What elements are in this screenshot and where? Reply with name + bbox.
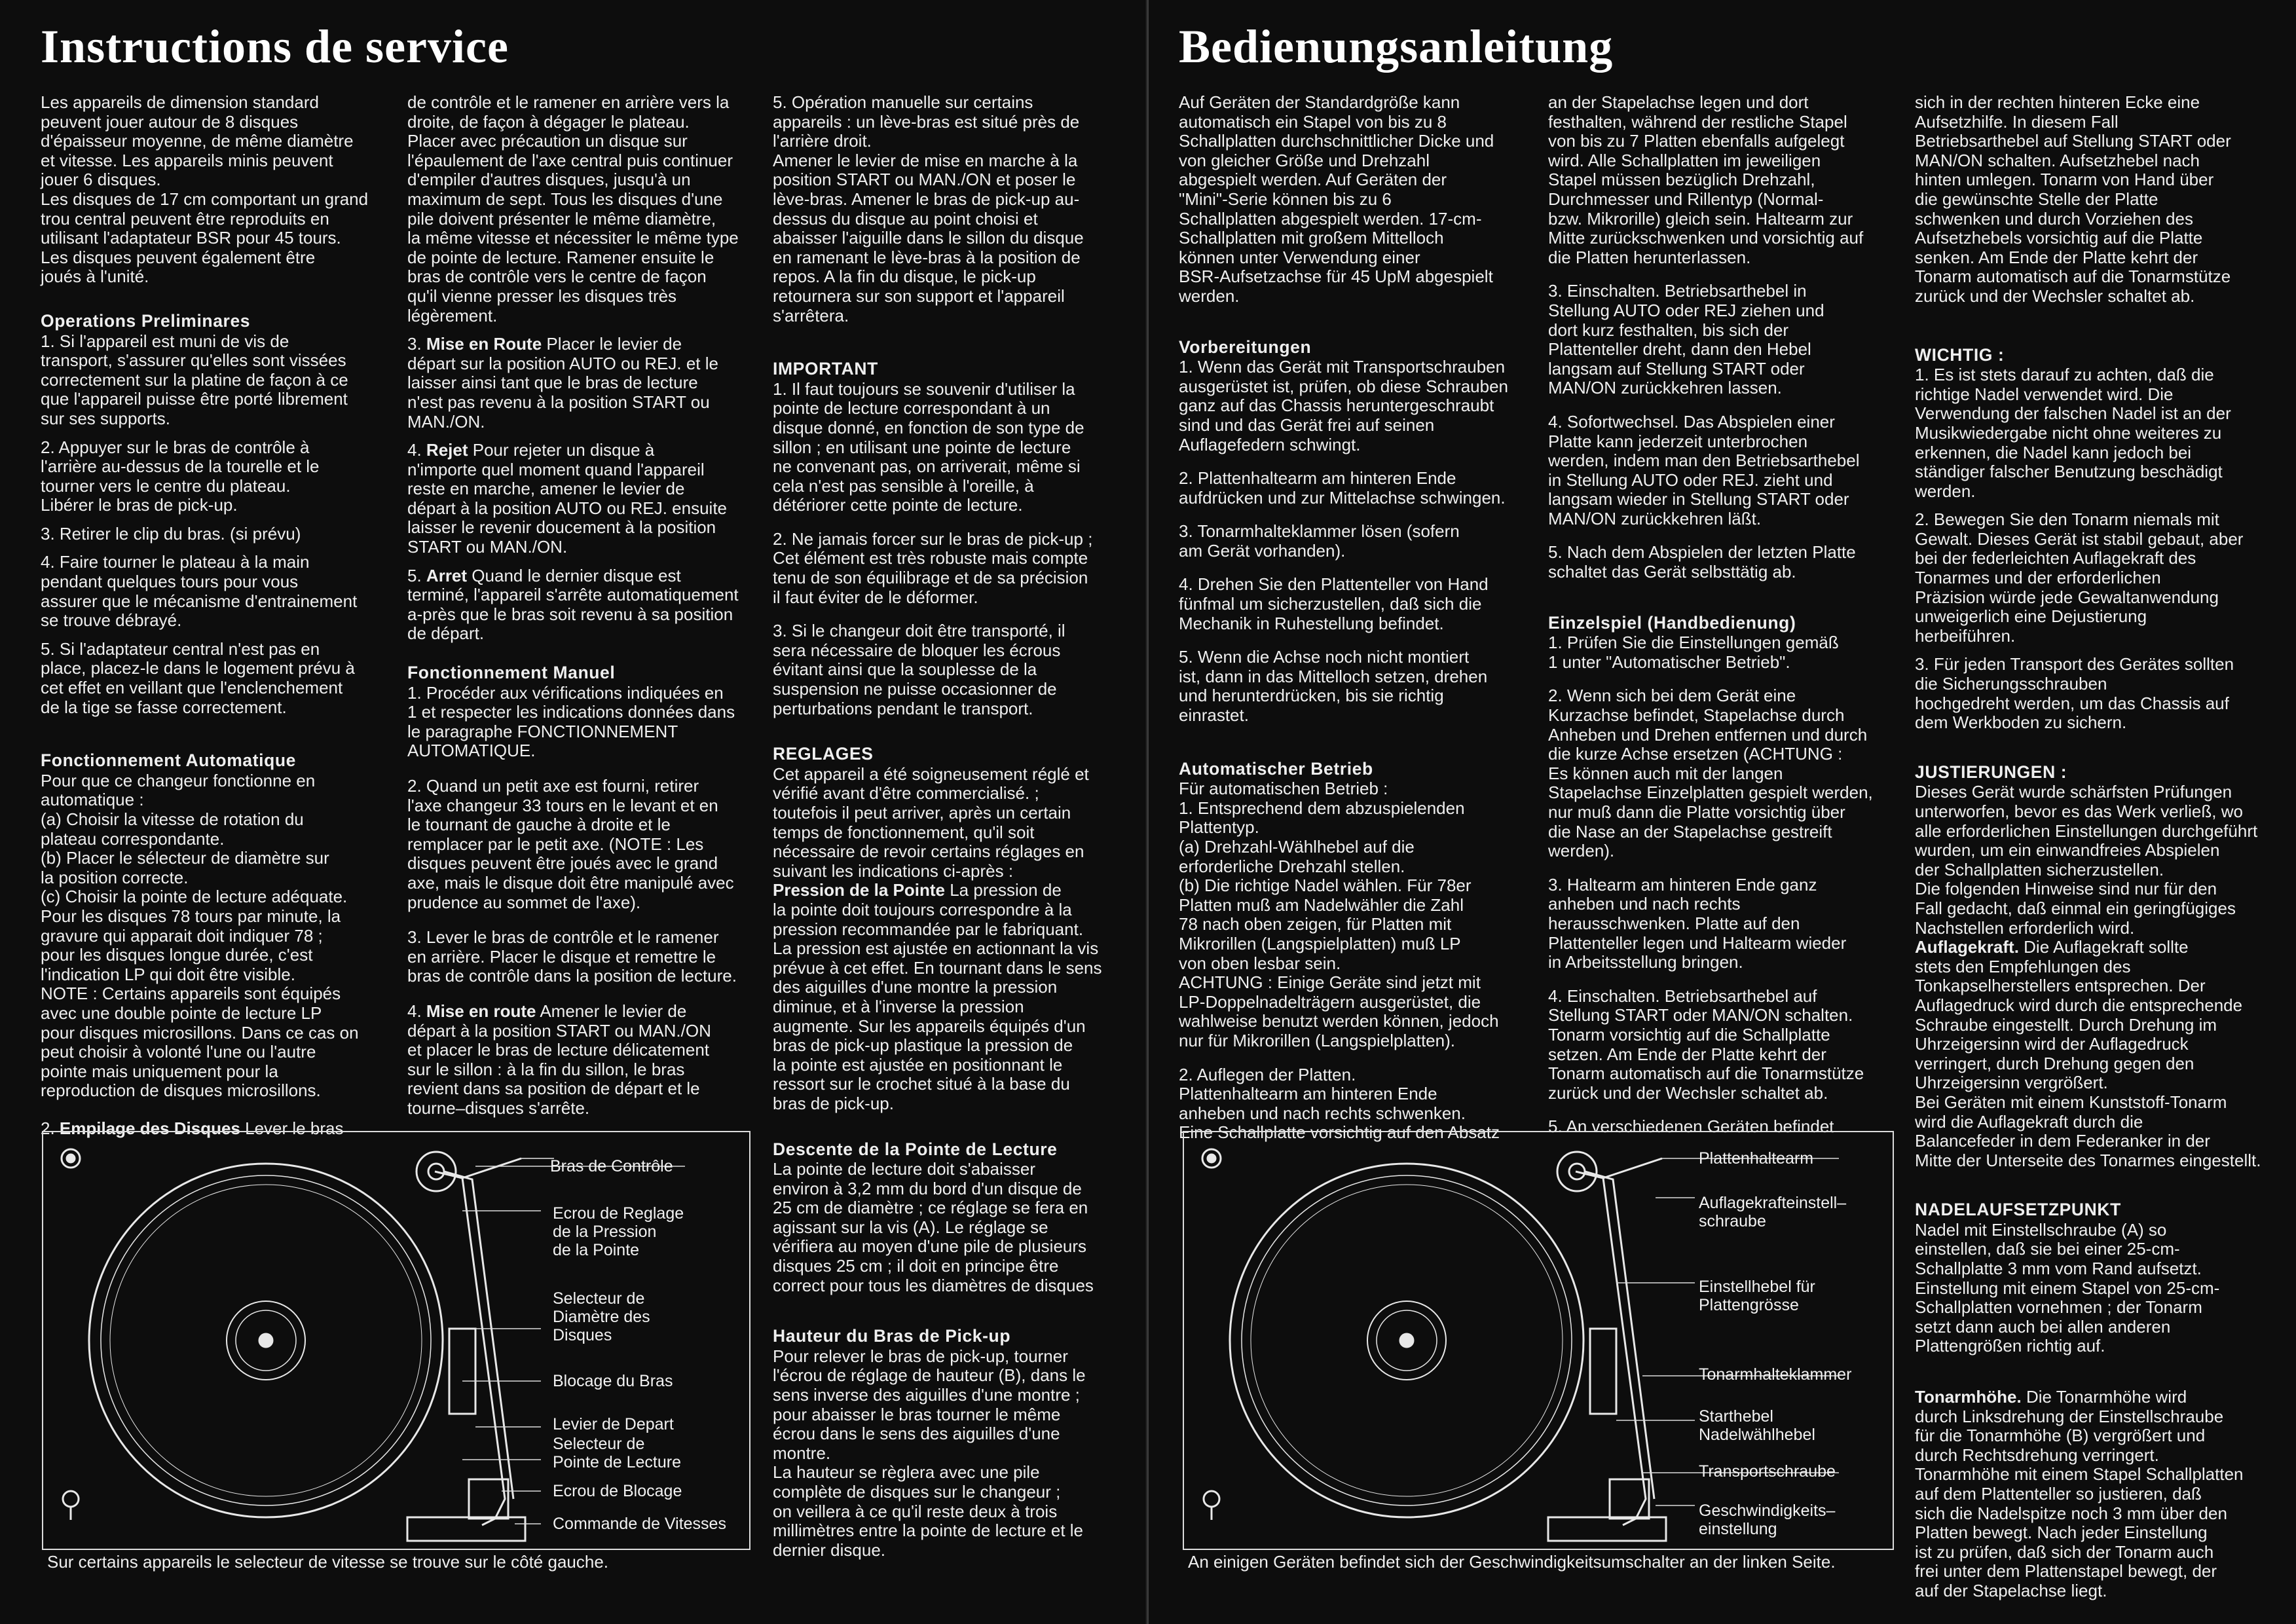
fr-manual-4 [407, 1002, 764, 1118]
de-just-text: Dieses Gerät wurde schärfsten Prüfungen unterworfen, bevor es das Werk verließ, wo alle erforderlichen Einstellungen durchgeführt wurden, um ein einwandfreies Abspielen der Schallplatten sicherzustellen. Die folgenden Hinweise sind nur für den Fall gedacht, daß einmal ein geringfügiges Nachstellen erforderlich wird. [1915, 782, 2258, 938]
de-auto-3: 3. Einschalten. Betriebsarthebel in Stellung AUTO oder REJ ziehen und dort kurz festhalten, bis sich der Plattenteller dreht, dann den Hebel langsam auf Stellung START oder MAN/ON zurückkehren lassen. [1548, 281, 1824, 398]
fr-auto-intro: Pour que ce changeur fonctionne en automatique : (a) Choisir la vitesse de rotation du plateau correspondante. (b) Placer le sélecteur de diamètre sur la position correcte. (c) Choisir la pointe de lecture adéquate. Pour les disques 78 tours par minute, la gravure qui apparait doit indiquer 78 ; pour les disques longue durée, c'est l'indication LP qui doit être visible. NOTE : Certains appareils sont équipés avec une double pointe de lecture LP pour disques microsillons. Dans ce cas on peut choisir à volonté l'une ou l'autre pointe mais uniquement pour la reproduction de disques microsillons. [41, 770, 359, 1101]
de-c3-p1: sich in der rechten hinteren Ecke eine Aufsetzhilfe. In diesem Fall Betriebsarthebel auf Stellung START oder MAN/ON schalten. Aufsetzhebel nach hinten umlegen. Tonarm von Hand über die gewünschte Stelle der Platte schwenken und durch Vorziehen des Aufsetzhebels vorsichtig auf die Platte senken. Am Ende der Platte kehrt der Tonarm automatisch auf die Tonarmstütze zurück und der Wechsler schaltet ab. [1915, 92, 2231, 306]
fr-label-selecteur-pointe: Selecteur de Pointe de Lecture [553, 1435, 681, 1471]
de-label-transportschraube: Transportschraube [1699, 1462, 1836, 1481]
fr-reglages-intro: Cet appareil a été soigneusement réglé et vérifié avant d'être commercialisé. ; toutefois il peut arriver, après un certain temps de fonctionnement, qu'il soit nécessaire de revoir certains réglages en suivant les indications ci-après : [773, 764, 1089, 881]
de-label-plattenhaltearm: Plattenhaltearm [1699, 1149, 1814, 1168]
fr-important-2: 2. Ne jamais forcer sur le bras de pick-up ; Cet élément est très robuste mais compte tenu de son équilibrage et de sa précision il faut éviter de le déformer. [773, 528, 1093, 607]
de-einzel-1: 1. Prüfen Sie die Einstellungen gemäß 1 unter "Automatischer Betrieb". [1548, 633, 1839, 672]
de-vorb-2: 2. Plattenhaltearm am hinteren Ende aufdrücken und zur Mittelachse schwingen. [1179, 468, 1506, 507]
de-auflage-bold: Auflagekraft. [1915, 937, 2019, 957]
fr-i3-text: Placer le levier de départ sur la position AUTO ou REJ. et le laisser ainsi tant que le bras de lecture n'est pas revenu à la position START ou MAN./ON. [407, 334, 718, 432]
de-vorb-5: 5. Wenn die Achse noch nicht montiert ist, dann in das Mittelloch setzen, drehen und herunterdrücken, bis sie richtig einrastet. [1179, 647, 1488, 726]
fr-m4-bold: Mise en route [426, 1001, 536, 1021]
de-wichtig-3: 3. Für jeden Transport des Gerätes sollten die Sicherungsschrauben hochgedreht werden, um das Chassis auf dem Werkboden zu sichern. [1915, 654, 2234, 733]
fr-i4-num: 4. [407, 440, 422, 460]
de-einzel-2: 2. Wenn sich bei dem Gerät eine Kurzachse befindet, Stapelachse durch Anheben und Drehen entfernen und durch die kurze Achse ersetzen (ACHTUNG : Es können auch mit der langen Stapelachse Einzelplatten gespielt werden, nur muß dann die Platte vorsichtig über die Nase an der Stapelachse gestreift werden). [1548, 686, 1873, 861]
de-vorb-4: 4. Drehen Sie den Plattenteller von Hand fünfmal um sicherzustellen, daß sich die Mechanik in Ruhestellung befindet. [1179, 574, 1489, 633]
fr-i3-num: 3. [407, 334, 422, 354]
fr-prelim-5: 5. Si l'adaptateur central n'est pas en place, placez-le dans le logement prévu à cet effet en veillant que l'enclenchement de la tige se fasse correctement. [41, 638, 355, 717]
fr-hauteur-heading: Hauteur du Bras de Pick-up [773, 1326, 1011, 1346]
fr-auto-2-bold: Empilage des Disques [59, 1118, 240, 1138]
fr-diagram-caption: Sur certains appareils le selecteur de vitesse se trouve sur le côté gauche. [47, 1552, 609, 1572]
de-label-starthebel: Starthebel Nadelwählhebel [1699, 1407, 1815, 1444]
fr-important-heading: IMPORTANT [773, 359, 878, 379]
de-auto-intro: Für automatischen Betrieb : 1. Entsprechend dem abzuspielenden Plattentyp. (a) Drehzahl-Wählhebel auf die erforderliche Drehzahl stellen. (b) Die richtige Nadel wählen. Für 78er Platten muß am Nadelwähler die Zahl 78 nach oben zeigen, für Platten mit Mikrorillen (Langspielplatten) muß LP von oben lesbar sein. ACHTUNG : Einige Geräte sind jetzt mit LP-Doppelnadelträgern ausgerüstet, die wahlweise benutzt werden können, jedoch nur für Mikrorillen (Langspielplatten). [1179, 779, 1499, 1050]
de-tonarmhoehe [1915, 1388, 2285, 1601]
fr-manual-1: 1. Procéder aux vérifications indiquées en 1 et respecter les indications données dans le paragraphe FONCTIONNEMENT AUTOMATIQUE. [407, 682, 735, 761]
fr-manual-heading: Fonctionnement Manuel [407, 663, 616, 683]
fr-pression-text: La pression de la pointe doit toujours correspondre à la pression recommandée par le fabriquant. La pression est ajustée en actionnant la vis prévue à cet effet. En tournant dans le sens des aiguilles d'une montre la pression diminue, et à l'inverse la pression augmente. Sur les appareils équipés d'un bras de pick-up plastique la pression de la pointe est ajustée en positionnant le ressort sur le crochet situé à la base du bras de pick-up. [773, 880, 1102, 1113]
fr-column-2 [407, 93, 764, 1128]
fr-c3-p5: 5. Opération manuelle sur certains appareils : un lève-bras est situé près de l'arrière droit. Amener le levier de mise en marche à la position START ou MAN./ON et poser le lève-bras. Amener le bras de pick-up au- dessus du disque au point choisi et abaisser l'aiguille dans le sillon du disque en ramenant le lève-bras à la position de repos. A la fin du disque, le pick-up retournera sur son support et l'appareil s'arrêtera. [773, 92, 1084, 325]
fr-prelim-2: 2. Appuyer sur le bras de contrôle à l'arrière au-dessus de la tourelle et le tourner vers le centre du plateau. Libérer le bras de pick-up. [41, 437, 320, 515]
fr-important-1: 1. Il faut toujours se souvenir d'utiliser la pointe de lecture correspondant à un disque donné, en fonction de son type de sillon ; en utilisant une pointe de lecture ne convenant pas, on arriverait, même si cela n'est pas sensible à l'oreille, à détériorer cette pointe de lecture. [773, 378, 1084, 515]
de-auto-4: 4. Sofortwechsel. Das Abspielen einer Platte kann jederzeit unterbrochen werden, indem man den Betriebsarthebel in Stellung AUTO oder REJ. zieht und langsam wieder in Stellung START oder MAN/ON zurückkehren läßt. [1548, 411, 1860, 528]
de-column-2 [1548, 93, 1915, 1146]
fr-turntable-diagram [42, 1131, 750, 1550]
de-label-tonarmhalteklammer: Tonarmhalteklammer [1699, 1365, 1852, 1384]
de-einzel-3: 3. Haltearm am hinteren Ende ganz anheben und nach rechts herausschwenken. Platte auf den Plattenteller legen und Haltearm wieder in Arbeitsstellung bringen. [1548, 874, 1847, 972]
fr-prelim-heading: Operations Preliminares [41, 310, 251, 331]
de-wichtig-1: 1. Es ist stets darauf zu achten, daß die richtige Nadel verwendet wird. Die Verwendung der falschen Nadel ist an der Musikwiedergabe nicht ohne weiteres zu erkennen, die Nadel kann jedoch bei ständiger falscher Benutzung beschädigt werden. [1915, 365, 2231, 501]
de-einzel-4: 4. Einschalten. Betriebsarthebel auf Stellung START oder MAN/ON schalten. Tonarm vorsichtig auf die Schallplatte setzen. Am Ende der Platte kehrt der Tonarm automatisch auf die Tonarmstütze zurück und der Wechsler schaltet ab. [1548, 986, 1864, 1103]
fr-label-blocage-bras: Blocage du Bras [553, 1372, 673, 1390]
fr-label-selecteur-diametre: Selecteur de Diamètre des Disques [553, 1289, 650, 1344]
fr-i5-num: 5. [407, 565, 422, 585]
de-tonarm-text: Die Tonarmhöhe wird durch Linksdrehung der Einstellschraube für die Tonarmhöhe (B) vergrößert und durch Rechtsdrehung verringert. Tonarmhöhe mit einem Stapel Schallplatten auf dem Plattenteller so justieren, daß sich die Nadelspitze noch 3 mm über den Platten bewegt. Nach jeder Einstellung ist zu prüfen, daß sich der Tonarm auch frei unter dem Plattenstapel bewegt, der auf der Stapelachse liegt. [1915, 1387, 2244, 1600]
fr-auto-2-text: Lever le bras [245, 1118, 344, 1138]
fr-prelim-1: 1. Si l'appareil est muni de vis de transport, s'assurer qu'elles sont vissées correctement sur la platine de façon à ce que l'appareil puisse être porté librement sur ses supports. [41, 331, 348, 428]
fr-label-levier-depart: Levier de Depart [553, 1415, 674, 1433]
de-vorb-3: 3. Tonarmhalteklammer lösen (sofern am Gerät vorhanden). [1179, 521, 1460, 561]
de-diagram-caption: An einigen Geräten befindet sich der Geschwindigkeitsumschalter an der linken Seite. [1188, 1552, 1836, 1572]
de-auto-5: 5. Nach dem Abspielen der letzten Platte schaltet das Gerät selbsttätig ab. [1548, 542, 1856, 582]
fr-m4-text: Amener le levier de départ à la position START ou MAN./ON et placer le bras de lecture délicatement sur le sillon : à la fin du sillon, le bras revient dans sa position de départ et le tourne–disques s'arrête. [407, 1001, 711, 1118]
fr-important-3: 3. Si le changeur doit être transporté, il sera nécessaire de bloquer les écrous évitant ainsi que la souplesse de la suspension ne puisse occasionner de perturbations pendant le transport. [773, 621, 1065, 718]
de-auto-2: 2. Auflegen der Platten. Plattenhaltearm am hinteren Ende anheben und nach rechts schwenken. Eine Schallplatte vorsichtig auf den Absatz [1179, 1064, 1500, 1143]
fr-hauteur-text: Pour relever le bras de pick-up, tourner l'écrou de réglage de hauteur (B), dans le sens inverse des aiguilles d'une montre ; pour abaisser le bras tourner le même écrou dans le sens des aiguilles d'une montre. La hauteur se règlera avec une pile complète de disques sur le changeur ; on veillera à ce qu'il reste deux à trois millimètres entre la pointe de lecture et le dernier disque. [773, 1346, 1086, 1560]
page-title-french: Instructions de service [41, 20, 509, 73]
de-label-auflagekraft-schraube: Auflagekrafteinstell– schraube [1699, 1194, 1847, 1230]
de-c2-p1: an der Stapelachse legen und dort festhalten, während der restliche Stapel von bis zu 7 Platten ebenfalls aufgelegt wird. Alle Schallplatten im jeweiligen Stapel müssen bezüglich Drehzahl, Durchmesser und Rillentyp (Normal- bzw. Mikrorille) gleich sein. Haltearm zur Mitte zurückschwenken und vorsichtig auf die Platten herunterlassen. [1548, 92, 1864, 267]
de-einzel-5: 5. An verschiedenen Geräten befindet [1548, 1116, 1834, 1137]
fr-c2-item-3 [407, 335, 764, 432]
fr-i4-text: Pour rejeter un disque à n'importe quel moment quand l'appareil reste en marche, amener le levier de départ à la position AUTO ou REJ. ensuite laisser le revenir doucement à la position START ou MAN./ON. [407, 440, 728, 557]
de-column-1 [1179, 93, 1546, 1152]
de-einzel-heading: Einzelspiel (Handbedienung) [1548, 612, 1796, 633]
fr-auto-heading: Fonctionnement Automatique [41, 750, 297, 771]
fr-label-ecrou-pression: Ecrou de Reglage de la Pression de la Pointe [553, 1204, 684, 1259]
de-wichtig-heading: WICHTIG : [1915, 344, 2005, 365]
fr-m4-num: 4. [407, 1001, 422, 1021]
fr-column-1 [41, 93, 394, 1148]
fr-reglages-heading: REGLAGES [773, 744, 874, 764]
de-vorb-1: 1. Wenn das Gerät mit Transportschrauben ausgerüstet ist, prüfen, ob diese Schrauben ganz auf das Chassis heruntergeschraubt sind und das Gerät frei auf seinen Auflagefedern schwingt. [1179, 357, 1508, 454]
fr-pression-bold: Pression de la Pointe [773, 880, 945, 900]
fr-manual-3: 3. Lever le bras de contrôle et le ramener en arrière. Placer le disque et remettre le bras de contrôle dans la position de lecture. [407, 927, 737, 986]
fr-label-bras-controle: Bras de Contrôle [550, 1157, 673, 1175]
de-label-plattengroesse: Einstellhebel für Plattengrösse [1699, 1278, 1815, 1314]
fr-intro: Les appareils de dimension standard peuvent jouer autour de 8 disques d'épaisseur moyenne, de même diamètre et vitesse. Les appareils minis peuvent jouer 6 disques. Les disques de 17 cm comportant un grand trou central peuvent être reproduits en utilisant l'adaptateur BSR pour 45 tours. Les disques peuvent également être joués à l'unité. [41, 92, 369, 287]
fr-i5-bold: Arret [426, 565, 468, 585]
de-auflagekraft [1915, 938, 2285, 1170]
fr-i4-bold: Rejet [426, 440, 468, 460]
de-column-3 [1915, 93, 2285, 1610]
fr-i5-text: Quand le dernier disque est terminé, l'appareil s'arrête automatiquement a-près que le bras soit revenu à sa position de départ. [407, 565, 739, 644]
de-turntable-diagram [1183, 1131, 1894, 1550]
fr-prelim-4: 4. Faire tourner le plateau à la main pendant quelques tours pour vous assurer que le mécanisme d'entrainement se trouve débrayé. [41, 552, 358, 631]
de-label-geschwindigkeit: Geschwindigkeits– einstellung [1699, 1502, 1836, 1538]
fr-label-commande-vitesses: Commande de Vitesses [553, 1515, 726, 1533]
de-just-heading: JUSTIERUNGEN : [1915, 762, 2067, 782]
fr-descente-heading: Descente de la Pointe de Lecture [773, 1139, 1058, 1159]
fr-label-ecrou-blocage: Ecrou de Blocage [553, 1482, 682, 1500]
de-tonarm-bold: Tonarmhöhe. [1915, 1387, 2022, 1407]
fr-prelim-3: 3. Retirer le clip du bras. (si prévu) [41, 523, 301, 544]
fr-c2-item-5 [407, 566, 764, 644]
left-page-french [0, 0, 1147, 1624]
de-vorb-heading: Vorbereitungen [1179, 337, 1312, 357]
de-auto-heading: Automatischer Betrieb [1179, 758, 1373, 779]
fr-c2-item-4 [407, 441, 764, 557]
fr-i3-bold: Mise en Route [426, 334, 542, 354]
de-intro: Auf Geräten der Standardgröße kann automatisch ein Stapel von bis zu 8 Schallplatten durchschnittlicher Dicke und von gleicher Größe und Drehzahl abgespielt werden. Auf Geräten der "Mini"-Serie können bis zu 6 Schallplatten abgespielt werden. 17-cm- Schallplatten mit großem Mittelloch können unter Verwendung einer BSR-Aufsetzachse für 45 UpM abgespielt werden. [1179, 92, 1494, 306]
fr-column-3 [773, 93, 1136, 1569]
fr-descente-text: La pointe de lecture doit s'abaisser environ à 3,2 mm du bord d'un disque de 25 cm de diamètre ; ce réglage se fera en agissant sur la vis (A). Le réglage se vérifiera au moyen d'une pile de plusieurs disques 25 cm ; il doit en principe être correct pour tous les diamètres de disques [773, 1159, 1094, 1295]
right-page-german [1149, 0, 2296, 1624]
de-wichtig-2: 2. Bewegen Sie den Tonarm niemals mit Gewalt. Dieses Gerät ist stabil gebaut, aber bei der federleichten Auflagekraft des Tonarmes und der erforderlichen Präzision würde jede Gewaltanwendung unweigerlich eine Dejustierung herbeiführen. [1915, 509, 2244, 646]
fr-manual-2: 2. Quand un petit axe est fourni, retirer l'axe changeur 33 tours en le levant et en le tournant de gauche à droite et le remplacer par le petit axe. (NOTE : Les disques peuvent être joués avec le grand axe, mais le disque doit être manipulé avec prudence au sommet de l'axe). [407, 776, 734, 912]
de-auflage-text: Die Auflagekraft sollte stets den Empfehlungen des Tonkapselherstellers entsprechen. Der Auflagedruck wird durch die entsprechende Schraube eingestellt. Durch Drehung im Uhrzeigersinn wird der Auflagedruck verringert, durch Drehung gegen den Uhrzeigersinn vergrößert. Bei Geräten mit einem Kunststoff-Tonarm wird die Auflagekraft durch die Balancefeder in dem Federanker in der Mitte der Unterseite des Tonarmes eingestellt. [1915, 937, 2261, 1170]
fr-auto-2-num: 2. [41, 1118, 55, 1138]
fr-c2-p1: de contrôle et le ramener en arrière vers la droite, de façon à dégager le plateau. Placer avec précaution un disque sur l'épaulement de l'axe central puis continuer d'empiler d'autres disques, jusqu'à un maximum de sept. Tous les disques d'une pile doivent présenter le même diamètre, la même vitesse et nécessiter le même type de pointe de lecture. Ramener ensuite le bras de contrôle vers le centre de façon qu'il vienne presser les disques très légèrement. [407, 92, 739, 325]
fr-pression [773, 881, 1136, 1113]
page-title-german: Bedienungsanleitung [1179, 20, 1614, 73]
de-nadel-heading: NADELAUFSETZPUNKT [1915, 1200, 2121, 1220]
de-nadel-text: Nadel mit Einstellschraube (A) so einstellen, daß sie bei einer 25-cm- Schallplatte 3 mm vom Rand aufsetzt. Einstellung mit einem Stapel von 25-cm- Schallplatten vornehmen ; der Tonarm setzt dann auch bei allen anderen Plattengrößen richtig auf. [1915, 1219, 2220, 1356]
